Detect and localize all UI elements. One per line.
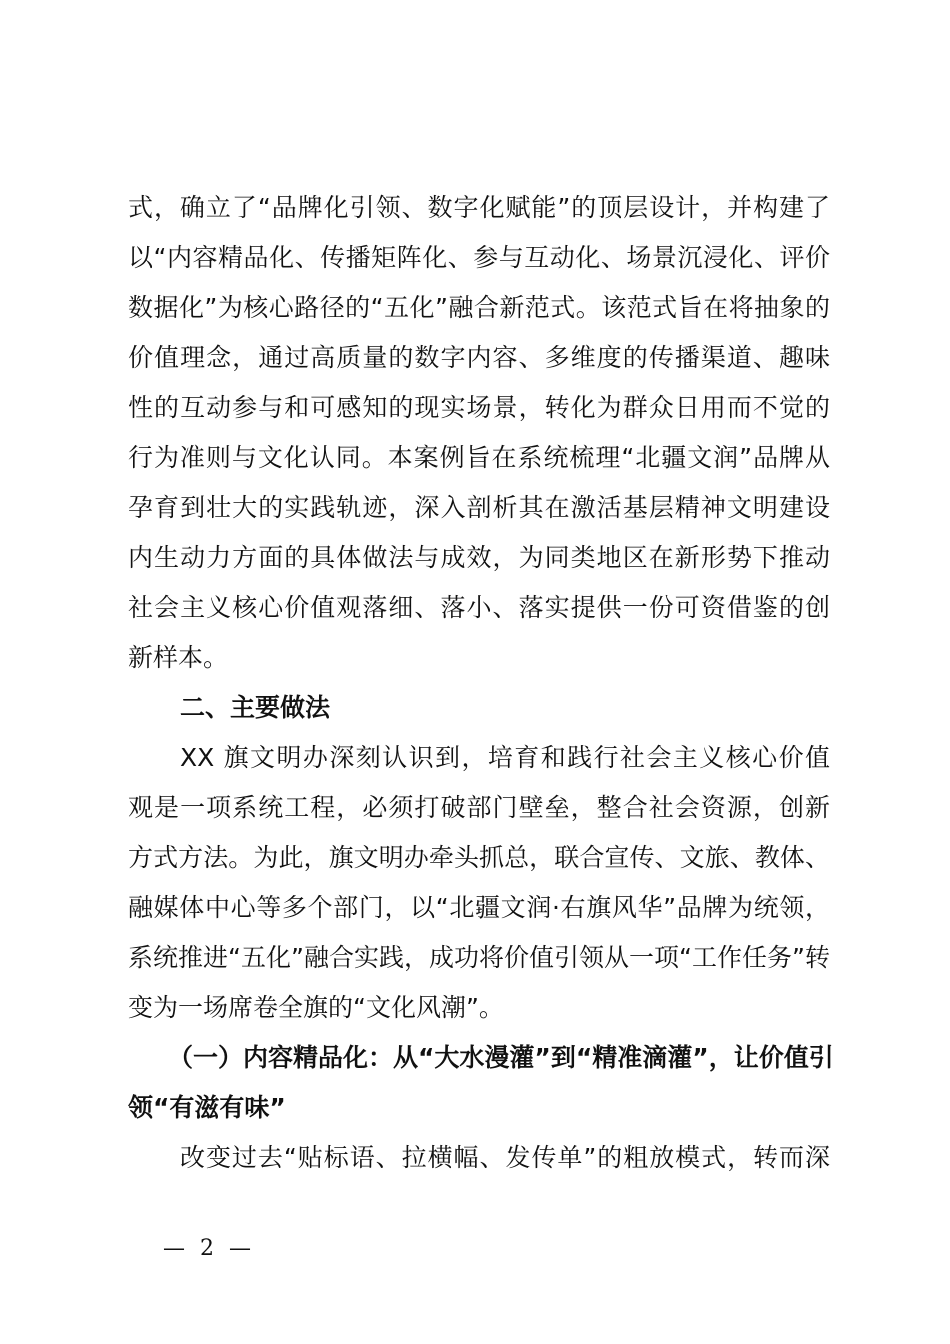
text-line: 新样本。 xyxy=(128,643,229,672)
text-line: XX 旗文明办深刻认识到，培育和践行社会主义核心价值 xyxy=(180,743,830,772)
text-line: 数据化”为核心路径的“五化”融合新范式。该范式旨在将抽象的 xyxy=(128,293,830,322)
text-line: 领“有滋有味” xyxy=(128,1093,286,1122)
text-line: 社会主义核心价值观落细、落小、落实提供一份可资借鉴的创 xyxy=(128,593,830,622)
text-line: （一）内容精品化：从“大水漫灌”到“精准滴灌”，让价值引 xyxy=(168,1043,834,1072)
paragraph-main-approach xyxy=(128,733,830,1033)
text-line: 融媒体中心等多个部门，以“北疆文润·右旗风华”品牌为统领， xyxy=(128,893,830,922)
text-line: 改变过去“贴标语、拉横幅、发传单”的粗放模式，转而深 xyxy=(180,1143,830,1172)
text-line: 系统推进“五化”融合实践，成功将价值引领从一项“工作任务”转 xyxy=(128,943,830,972)
text-line: 行为准则与文化认同。本案例旨在系统梳理“北疆文润”品牌从 xyxy=(128,443,830,472)
text-line: 观是一项系统工程，必须打破部门壁垒，整合社会资源，创新 xyxy=(128,793,830,822)
text-line: 性的互动参与和可感知的现实场景，转化为群众日用而不觉的 xyxy=(128,393,830,422)
paragraph-content xyxy=(128,1133,830,1183)
paragraph-intro-continued xyxy=(128,183,830,683)
text-line: 式，确立了“品牌化引领、数字化赋能”的顶层设计，并构建了 xyxy=(128,193,830,222)
section-heading: 二、主要做法 xyxy=(180,693,331,722)
subsection-heading xyxy=(128,1033,834,1133)
text-line: 变为一场席卷全旗的“文化风潮”。 xyxy=(128,993,504,1022)
text-line: 孕育到壮大的实践轨迹，深入剖析其在激活基层精神文明建设 xyxy=(128,493,830,522)
text-line: 方式方法。为此，旗文明办牵头抓总，联合宣传、文旅、教体、 xyxy=(128,843,830,872)
document-body xyxy=(128,183,834,1183)
text-line: 价值理念，通过高质量的数字内容、多维度的传播渠道、趣味 xyxy=(128,343,830,372)
text-line: 内生动力方面的具体做法与成效，为同类地区在新形势下推动 xyxy=(128,543,830,572)
text-line: 以“内容精品化、传播矩阵化、参与互动化、场景沉浸化、评价 xyxy=(128,243,830,272)
page-number: — 2 — xyxy=(163,1236,255,1261)
